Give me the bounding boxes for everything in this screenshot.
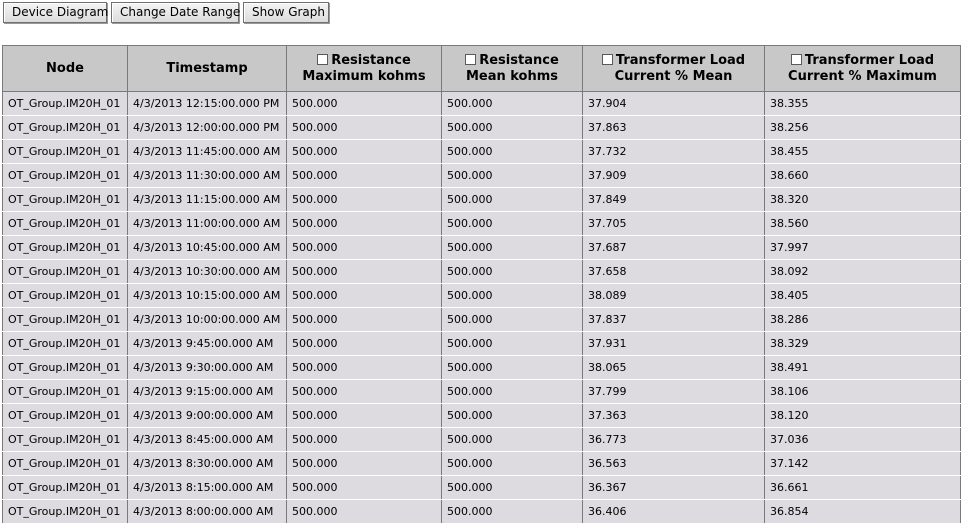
transformer-load-mean-cell: 37.658 (583, 260, 765, 284)
resistance-maximum-cell: 500.000 (287, 92, 442, 116)
resistance-maximum-cell: 500.000 (287, 452, 442, 476)
timestamp-cell: 4/3/2013 9:00:00.000 AM (128, 404, 287, 428)
resistance-mean-cell: 500.000 (442, 404, 583, 428)
timestamp-cell: 4/3/2013 8:30:00.000 AM (128, 452, 287, 476)
node-cell: OT_Group.IM20H_01 (3, 380, 128, 404)
transformer-load-maximum-cell: 36.661 (765, 476, 961, 500)
transformer-load-mean-cell: 37.931 (583, 332, 765, 356)
resistance-maximum-cell: 500.000 (287, 164, 442, 188)
timestamp-cell: 4/3/2013 9:45:00.000 AM (128, 332, 287, 356)
transformer-load-mean-cell: 38.089 (583, 284, 765, 308)
timestamp-cell: 4/3/2013 11:45:00.000 AM (128, 140, 287, 164)
resistance-maximum-cell: 500.000 (287, 188, 442, 212)
resistance-maximum-cell: 500.000 (287, 332, 442, 356)
node-cell: OT_Group.IM20H_01 (3, 452, 128, 476)
node-cell: OT_Group.IM20H_01 (3, 404, 128, 428)
resistance-mean-cell: 500.000 (442, 356, 583, 380)
node-cell: OT_Group.IM20H_01 (3, 188, 128, 212)
resistance-maximum-cell: 500.000 (287, 308, 442, 332)
transformer-load-mean-checkbox[interactable] (602, 54, 613, 65)
timestamp-cell: 4/3/2013 10:30:00.000 AM (128, 260, 287, 284)
transformer-load-maximum-cell: 37.997 (765, 236, 961, 260)
node-cell: OT_Group.IM20H_01 (3, 428, 128, 452)
resistance-maximum-cell: 500.000 (287, 260, 442, 284)
transformer-load-mean-cell: 38.065 (583, 356, 765, 380)
table-row (3, 236, 961, 260)
node-cell: OT_Group.IM20H_01 (3, 116, 128, 140)
transformer-load-maximum-cell: 38.106 (765, 380, 961, 404)
column-header-resistance-maximum: Resistance Maximum kohms (287, 46, 442, 92)
resistance-maximum-cell: 500.000 (287, 236, 442, 260)
transformer-load-mean-cell: 37.837 (583, 308, 765, 332)
node-cell: OT_Group.IM20H_01 (3, 500, 128, 524)
timestamp-cell: 4/3/2013 9:15:00.000 AM (128, 380, 287, 404)
change-date-range-button[interactable]: Change Date Range (111, 2, 239, 23)
timestamp-cell: 4/3/2013 11:15:00.000 AM (128, 188, 287, 212)
resistance-mean-cell: 500.000 (442, 188, 583, 212)
header-row (3, 46, 961, 92)
node-cell: OT_Group.IM20H_01 (3, 260, 128, 284)
transformer-load-maximum-cell: 38.560 (765, 212, 961, 236)
timestamp-cell: 4/3/2013 12:00:00.000 PM (128, 116, 287, 140)
table-body (3, 92, 961, 524)
table-row (3, 92, 961, 116)
resistance-maximum-cell: 500.000 (287, 380, 442, 404)
column-header-timestamp: Timestamp (128, 46, 287, 92)
table-row (3, 284, 961, 308)
table-row (3, 428, 961, 452)
resistance-mean-cell: 500.000 (442, 236, 583, 260)
transformer-load-mean-cell: 37.687 (583, 236, 765, 260)
timestamp-cell: 4/3/2013 8:15:00.000 AM (128, 476, 287, 500)
transformer-load-maximum-cell: 37.036 (765, 428, 961, 452)
column-header-transformer-load-maximum: Transformer Load Current % Maximum (765, 46, 961, 92)
transformer-load-maximum-cell: 38.286 (765, 308, 961, 332)
resistance-mean-cell: 500.000 (442, 332, 583, 356)
table-row (3, 356, 961, 380)
timestamp-cell: 4/3/2013 11:30:00.000 AM (128, 164, 287, 188)
resistance-mean-cell: 500.000 (442, 140, 583, 164)
column-header-transformer-load-mean: Transformer Load Current % Mean (583, 46, 765, 92)
table-row (3, 140, 961, 164)
transformer-load-mean-cell: 37.363 (583, 404, 765, 428)
transformer-load-maximum-cell: 38.405 (765, 284, 961, 308)
node-cell: OT_Group.IM20H_01 (3, 308, 128, 332)
transformer-load-maximum-cell: 38.120 (765, 404, 961, 428)
node-cell: OT_Group.IM20H_01 (3, 92, 128, 116)
table-row (3, 404, 961, 428)
node-cell: OT_Group.IM20H_01 (3, 332, 128, 356)
node-cell: OT_Group.IM20H_01 (3, 476, 128, 500)
node-cell: OT_Group.IM20H_01 (3, 212, 128, 236)
transformer-load-mean-cell: 37.863 (583, 116, 765, 140)
resistance-maximum-checkbox[interactable] (317, 54, 328, 65)
table-row (3, 476, 961, 500)
table-row (3, 332, 961, 356)
node-cell: OT_Group.IM20H_01 (3, 140, 128, 164)
resistance-mean-cell: 500.000 (442, 92, 583, 116)
resistance-maximum-cell: 500.000 (287, 404, 442, 428)
resistance-mean-cell: 500.000 (442, 308, 583, 332)
resistance-mean-cell: 500.000 (442, 284, 583, 308)
data-table (2, 45, 961, 524)
transformer-load-maximum-cell: 38.455 (765, 140, 961, 164)
show-graph-button[interactable]: Show Graph (243, 2, 329, 23)
timestamp-cell: 4/3/2013 8:00:00.000 AM (128, 500, 287, 524)
resistance-maximum-cell: 500.000 (287, 116, 442, 140)
resistance-mean-cell: 500.000 (442, 452, 583, 476)
table-row (3, 500, 961, 524)
transformer-load-mean-cell: 36.773 (583, 428, 765, 452)
resistance-maximum-cell: 500.000 (287, 428, 442, 452)
timestamp-cell: 4/3/2013 12:15:00.000 PM (128, 92, 287, 116)
table-row (3, 116, 961, 140)
transformer-load-maximum-cell: 38.256 (765, 116, 961, 140)
timestamp-cell: 4/3/2013 11:00:00.000 AM (128, 212, 287, 236)
transformer-load-maximum-cell: 38.355 (765, 92, 961, 116)
resistance-mean-cell: 500.000 (442, 500, 583, 524)
table-row (3, 308, 961, 332)
resistance-mean-cell: 500.000 (442, 212, 583, 236)
timestamp-cell: 4/3/2013 10:00:00.000 AM (128, 308, 287, 332)
timestamp-cell: 4/3/2013 8:45:00.000 AM (128, 428, 287, 452)
timestamp-cell: 4/3/2013 10:45:00.000 AM (128, 236, 287, 260)
resistance-maximum-cell: 500.000 (287, 500, 442, 524)
transformer-load-maximum-cell: 38.660 (765, 164, 961, 188)
resistance-maximum-cell: 500.000 (287, 284, 442, 308)
transformer-load-maximum-cell: 37.142 (765, 452, 961, 476)
table-row (3, 164, 961, 188)
transformer-load-mean-cell: 37.849 (583, 188, 765, 212)
transformer-load-mean-cell: 36.406 (583, 500, 765, 524)
timestamp-cell: 4/3/2013 10:15:00.000 AM (128, 284, 287, 308)
node-cell: OT_Group.IM20H_01 (3, 356, 128, 380)
transformer-load-mean-cell: 37.732 (583, 140, 765, 164)
resistance-maximum-cell: 500.000 (287, 476, 442, 500)
table-row (3, 212, 961, 236)
transformer-load-mean-cell: 36.563 (583, 452, 765, 476)
column-header-resistance-mean: Resistance Mean kohms (442, 46, 583, 92)
resistance-mean-cell: 500.000 (442, 476, 583, 500)
transformer-load-maximum-cell: 38.320 (765, 188, 961, 212)
resistance-maximum-cell: 500.000 (287, 212, 442, 236)
timestamp-cell: 4/3/2013 9:30:00.000 AM (128, 356, 287, 380)
node-cell: OT_Group.IM20H_01 (3, 284, 128, 308)
resistance-mean-checkbox[interactable] (465, 54, 476, 65)
node-cell: OT_Group.IM20H_01 (3, 236, 128, 260)
transformer-load-mean-cell: 37.799 (583, 380, 765, 404)
resistance-mean-cell: 500.000 (442, 428, 583, 452)
node-cell: OT_Group.IM20H_01 (3, 164, 128, 188)
table-row (3, 452, 961, 476)
transformer-load-mean-cell: 37.705 (583, 212, 765, 236)
resistance-maximum-cell: 500.000 (287, 140, 442, 164)
resistance-mean-cell: 500.000 (442, 380, 583, 404)
transformer-load-maximum-cell: 38.092 (765, 260, 961, 284)
toolbar (3, 2, 329, 24)
column-header-node: Node (3, 46, 128, 92)
transformer-load-maximum-checkbox[interactable] (791, 54, 802, 65)
table-row (3, 188, 961, 212)
transformer-load-mean-cell: 37.909 (583, 164, 765, 188)
resistance-maximum-cell: 500.000 (287, 356, 442, 380)
transformer-load-maximum-cell: 36.854 (765, 500, 961, 524)
resistance-mean-cell: 500.000 (442, 116, 583, 140)
transformer-load-mean-cell: 37.904 (583, 92, 765, 116)
transformer-load-mean-cell: 36.367 (583, 476, 765, 500)
device-diagram-button[interactable]: Device Diagram (3, 2, 107, 23)
transformer-load-maximum-cell: 38.491 (765, 356, 961, 380)
resistance-mean-cell: 500.000 (442, 164, 583, 188)
table-row (3, 260, 961, 284)
table-row (3, 380, 961, 404)
transformer-load-maximum-cell: 38.329 (765, 332, 961, 356)
resistance-mean-cell: 500.000 (442, 260, 583, 284)
